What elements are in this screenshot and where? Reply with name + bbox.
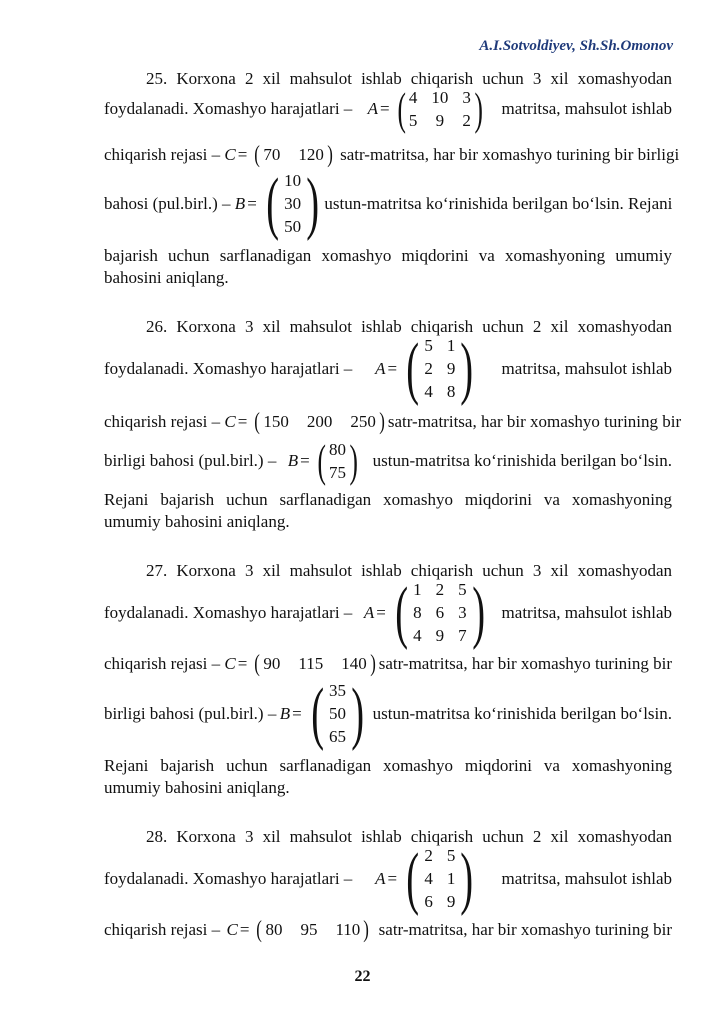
p27-matrix-a: ( 1 2 5 8 6 3 4 9 7 ) <box>395 574 485 651</box>
row-cell: 140 <box>341 654 367 673</box>
matrix-cell: 5 <box>458 580 467 599</box>
p27-line-1: 27. Korxona 3 xil mahsulot ishlab chiqarish uchun 3 xil xomashyodan <box>146 561 672 580</box>
p27-text-costs: foydalanadi. Xomashyo harajatlari – <box>104 603 353 622</box>
p25-eq-c: = <box>237 145 248 164</box>
row-cell: 120 <box>298 145 324 164</box>
p25-line-4 <box>104 165 673 242</box>
p25-line-2 <box>104 84 672 134</box>
p25-sym-c: C <box>224 145 236 164</box>
matrix-cell: 3 <box>458 603 467 622</box>
p26-line-4 <box>104 436 672 486</box>
matrix-cell: 2 <box>424 359 433 378</box>
p25-text-plan: chiqarish rejasi – <box>104 145 221 164</box>
matrix-cell: 8 <box>413 603 422 622</box>
matrix-cell: 65 <box>329 727 346 746</box>
p28-eq-c: = <box>239 920 250 939</box>
matrix-cell: 2 <box>462 110 471 130</box>
p26-sym-a: A <box>375 359 386 378</box>
matrix-cell: 4 <box>408 87 418 107</box>
p25-line-3 <box>104 142 680 168</box>
p26-matrix-b: ( 80 75 ) <box>317 435 358 486</box>
p27-line-6: umumiy bahosini aniqlang. <box>104 778 290 797</box>
row-cell: 200 <box>306 412 333 431</box>
matrix-cell: 1 <box>413 580 422 599</box>
p27-matrix-b: ( 35 50 65 ) <box>310 675 365 752</box>
row-cell: 250 <box>350 412 376 431</box>
p27-row-c: ( 90 115 140 ) <box>254 651 376 677</box>
p28-line-1: 28. Korxona 3 xil mahsulot ishlab chiqarish uchun 2 xil xomashyodan <box>146 827 672 846</box>
matrix-cell: 6 <box>435 603 445 622</box>
p25-row-c: ( 70 120 ) <box>254 142 333 168</box>
p28-text-plan: chiqarish rejasi – <box>104 920 221 939</box>
p25-text-costs: foydalanadi. Xomashyo harajatlari – <box>104 99 353 118</box>
p28-row-c: ( 80 95 110 ) <box>256 917 370 943</box>
p26-text-row: satr-matritsa, har bir xomashyo turining bir <box>387 412 682 431</box>
p27-line-3 <box>104 651 673 677</box>
p27-text-row: satr-matritsa, har bir xomashyo turining bir <box>378 654 673 673</box>
p25-matrix-a: ( 4 10 3 5 9 2 ) <box>397 83 483 134</box>
row-cell: 115 <box>298 654 324 673</box>
p26-text-plan: chiqarish rejasi – <box>104 412 221 431</box>
p28-text-row: satr-matritsa, har bir xomashyo turining bir <box>378 920 672 939</box>
p28-text-matrix: matritsa, mahsulot ishlab <box>501 869 672 888</box>
p25-text-matrix: matritsa, mahsulot ishlab <box>501 99 672 118</box>
p25-eq-a: = <box>380 99 390 118</box>
p25-sym-b: B <box>234 194 246 213</box>
matrix-cell: 9 <box>435 626 445 645</box>
matrix-cell: 50 <box>284 217 302 236</box>
matrix-cell: 75 <box>329 462 346 482</box>
matrix-cell: 5 <box>446 846 456 865</box>
matrix-cell: 80 <box>329 439 346 459</box>
p27-eq-a: = <box>376 603 386 622</box>
matrix-cell: 1 <box>446 869 456 888</box>
p25-line-5: bajarish uchun sarflanadigan xomashyo miqdorini va xomashyoning umumiy <box>104 246 672 265</box>
p26-sym-b: B <box>287 451 299 470</box>
p26-line-1: 26. Korxona 3 xil mahsulot ishlab chiqarish uchun 2 xil xomashyodan <box>146 317 672 336</box>
p26-eq-a: = <box>387 359 398 378</box>
p26-text-column: ustun-matritsa ko‘rinishida berilgan bo‘lsin. <box>372 451 673 470</box>
p26-line-5: Rejani bajarish uchun sarflanadigan xomashyo miqdorini va xomashyoning <box>104 490 672 509</box>
p27-line-5: Rejani bajarish uchun sarflanadigan xomashyo miqdorini va xomashyoning <box>104 756 672 775</box>
row-cell: 80 <box>265 920 283 939</box>
running-header: A.I.Sotvoldiyev, Sh.Sh.Omonov <box>479 38 673 54</box>
matrix-cell: 4 <box>424 382 433 401</box>
matrix-cell: 9 <box>446 892 456 911</box>
matrix-cell: 4 <box>413 626 422 645</box>
p26-eq-c: = <box>237 412 248 431</box>
p27-sym-a: A <box>363 603 375 622</box>
matrix-cell: 9 <box>446 359 456 378</box>
p26-text-costs: foydalanadi. Xomashyo harajatlari – <box>104 359 353 378</box>
matrix-cell: 8 <box>446 382 456 401</box>
row-cell: 90 <box>263 654 281 673</box>
matrix-cell: 7 <box>458 626 467 645</box>
p25-text-price: bahosi (pul.birl.) – <box>104 194 231 213</box>
matrix-cell: 10 <box>431 87 449 107</box>
p25-text-column: ustun-matritsa ko‘rinishida berilgan bo‘lsin. Rejani <box>324 194 673 213</box>
p28-matrix-a: ( 2 5 4 1 6 9 ) <box>406 840 474 917</box>
p28-line-3 <box>104 917 672 943</box>
row-cell: 110 <box>335 920 361 939</box>
p25-sym-a: A <box>367 99 378 118</box>
p27-text-price: birligi bahosi (pul.birl.) – <box>104 704 277 723</box>
p27-text-column: ustun-matritsa ko‘rinishida berilgan bo‘lsin. <box>372 704 673 723</box>
p27-line-4 <box>104 675 673 752</box>
p26-matrix-a: ( 5 1 2 9 4 8 ) <box>406 330 474 407</box>
p27-eq-c: = <box>237 654 248 673</box>
p27-text-plan: chiqarish rejasi – <box>104 654 221 673</box>
matrix-cell: 3 <box>462 87 471 107</box>
p26-eq-b: = <box>300 451 310 470</box>
matrix-cell: 5 <box>408 110 418 130</box>
matrix-cell: 9 <box>435 110 445 130</box>
matrix-cell: 30 <box>284 194 302 213</box>
matrix-cell: 5 <box>424 336 433 355</box>
p26-line-3 <box>104 409 682 435</box>
p26-sym-c: C <box>224 412 236 431</box>
p26-line-2 <box>104 332 672 406</box>
p28-eq-a: = <box>387 869 398 888</box>
p25-matrix-b: ( 10 30 50 ) <box>266 165 320 242</box>
matrix-cell: 2 <box>435 580 445 599</box>
matrix-cell: 50 <box>329 704 346 723</box>
p25-line-1: 25. Korxona 2 xil mahsulot ishlab chiqarish uchun 3 xil xomashyodan <box>146 69 672 88</box>
p27-line-2 <box>104 576 672 650</box>
p28-text-costs: foydalanadi. Xomashyo harajatlari – <box>104 869 353 888</box>
p26-text-price: birligi bahosi (pul.birl.) – <box>104 451 277 470</box>
matrix-cell: 10 <box>284 171 302 190</box>
page-number: 22 <box>354 968 371 985</box>
matrix-cell: 35 <box>329 681 346 700</box>
p25-text-row: satr-matritsa, har bir xomashyo turining bir birligi <box>340 145 680 164</box>
p26-row-c: ( 150 200 250 ) <box>254 409 385 435</box>
p28-line-2 <box>104 842 672 916</box>
p26-text-matrix: matritsa, mahsulot ishlab <box>501 359 672 378</box>
p27-eq-b: = <box>292 704 302 723</box>
matrix-cell: 6 <box>424 892 433 911</box>
p28-sym-c: C <box>226 920 238 939</box>
matrix-cell: 4 <box>424 869 433 888</box>
p27-text-matrix: matritsa, mahsulot ishlab <box>501 603 672 622</box>
p25-eq-b: = <box>247 194 257 213</box>
row-cell: 70 <box>263 145 281 164</box>
p28-sym-a: A <box>375 869 386 888</box>
matrix-cell: 2 <box>424 846 433 865</box>
p25-line-6: bahosini aniqlang. <box>104 268 229 287</box>
p27-sym-b: B <box>279 704 291 723</box>
matrix-cell: 1 <box>446 336 456 355</box>
row-cell: 95 <box>300 920 318 939</box>
p26-line-6: umumiy bahosini aniqlang. <box>104 512 290 531</box>
row-cell: 150 <box>263 412 289 431</box>
p27-sym-c: C <box>224 654 236 673</box>
